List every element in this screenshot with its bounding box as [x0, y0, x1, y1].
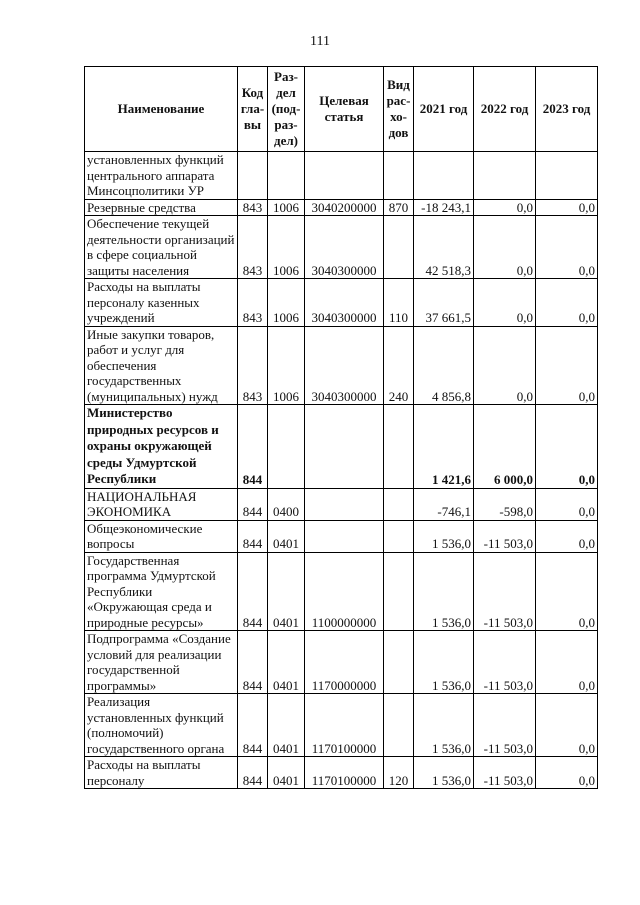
table-row	[85, 405, 598, 489]
cell-name: Государственная программа Удмуртской Республики «Окружающая среда и природные ресурсы»	[85, 552, 238, 631]
cell-section: 0400	[268, 488, 305, 520]
cell-2021: 1 536,0	[414, 631, 474, 694]
cell-name: Министерство природных ресурсов и охраны окружающей среды Удмуртской Республики	[85, 405, 238, 489]
table-row	[85, 552, 598, 631]
cell-2022: 0,0	[474, 279, 536, 327]
cell-expense-type	[384, 216, 414, 279]
cell-2021	[414, 152, 474, 200]
page-number: 111	[310, 34, 330, 49]
cell-name: установленных функций центрального аппарата Минсоцполитики УР	[85, 152, 238, 200]
cell-2021: 42 518,3	[414, 216, 474, 279]
cell-name: Общеэкономические вопросы	[85, 520, 238, 552]
table-row	[85, 694, 598, 757]
cell-2022: -11 503,0	[474, 631, 536, 694]
cell-2023	[536, 152, 598, 200]
cell-target-article: 1170000000	[305, 631, 384, 694]
cell-chapter-code: 843	[238, 199, 268, 216]
cell-expense-type	[384, 631, 414, 694]
cell-expense-type	[384, 488, 414, 520]
cell-name: Реализация установленных функций (полномочий) государственного органа	[85, 694, 238, 757]
table-row	[85, 216, 598, 279]
cell-chapter-code: 843	[238, 279, 268, 327]
cell-2021: 1 536,0	[414, 694, 474, 757]
cell-section	[268, 152, 305, 200]
cell-chapter-code: 844	[238, 694, 268, 757]
cell-target-article: 3040300000	[305, 326, 384, 405]
cell-2023: 0,0	[536, 631, 598, 694]
cell-section: 1006	[268, 216, 305, 279]
table-row	[85, 152, 598, 200]
col-header-code: Код гла- вы	[238, 67, 268, 152]
cell-2022: -11 503,0	[474, 694, 536, 757]
cell-target-article	[305, 520, 384, 552]
cell-section: 1006	[268, 279, 305, 327]
cell-expense-type	[384, 694, 414, 757]
cell-chapter-code	[238, 152, 268, 200]
cell-2022: -11 503,0	[474, 520, 536, 552]
cell-target-article	[305, 488, 384, 520]
cell-section: 1006	[268, 326, 305, 405]
cell-name: НАЦИОНАЛЬНАЯ ЭКОНОМИКА	[85, 488, 238, 520]
cell-2021: -18 243,1	[414, 199, 474, 216]
col-header-2022: 2022 год	[474, 67, 536, 152]
cell-name: Иные закупки товаров, работ и услуг для обеспечения государственных (муниципальных) нужд	[85, 326, 238, 405]
cell-expense-type	[384, 152, 414, 200]
cell-chapter-code: 844	[238, 405, 268, 489]
cell-2023: 0,0	[536, 216, 598, 279]
cell-expense-type	[384, 405, 414, 489]
col-header-2021: 2021 год	[414, 67, 474, 152]
cell-section: 1006	[268, 199, 305, 216]
cell-name: Обеспечение текущей деятельности организаций в сфере социальной защиты населения	[85, 216, 238, 279]
cell-2021: 37 661,5	[414, 279, 474, 327]
cell-2023: 0,0	[536, 326, 598, 405]
table-row	[85, 520, 598, 552]
cell-2022: -11 503,0	[474, 757, 536, 789]
cell-chapter-code: 844	[238, 757, 268, 789]
cell-section: 0401	[268, 552, 305, 631]
table-row	[85, 199, 598, 216]
cell-2023: 0,0	[536, 405, 598, 489]
cell-target-article: 1170100000	[305, 694, 384, 757]
budget-table	[84, 66, 598, 789]
cell-2021: 1 536,0	[414, 520, 474, 552]
cell-chapter-code: 843	[238, 216, 268, 279]
cell-2023: 0,0	[536, 199, 598, 216]
table-row	[85, 488, 598, 520]
cell-section: 0401	[268, 757, 305, 789]
cell-expense-type	[384, 520, 414, 552]
table-row	[85, 279, 598, 327]
cell-2022: 0,0	[474, 216, 536, 279]
table-row	[85, 631, 598, 694]
cell-section	[268, 405, 305, 489]
table-body	[85, 152, 598, 789]
cell-chapter-code: 844	[238, 488, 268, 520]
col-header-expense: Вид рас- хо- дов	[384, 67, 414, 152]
cell-expense-type	[384, 552, 414, 631]
cell-expense-type: 120	[384, 757, 414, 789]
cell-name: Резервные средства	[85, 199, 238, 216]
cell-target-article: 3040300000	[305, 279, 384, 327]
cell-chapter-code: 843	[238, 326, 268, 405]
cell-section: 0401	[268, 520, 305, 552]
cell-chapter-code: 844	[238, 631, 268, 694]
cell-2022: -11 503,0	[474, 552, 536, 631]
cell-2022: 0,0	[474, 199, 536, 216]
cell-section: 0401	[268, 694, 305, 757]
cell-expense-type: 110	[384, 279, 414, 327]
cell-2023: 0,0	[536, 757, 598, 789]
cell-name: Расходы на выплаты персоналу казенных учреждений	[85, 279, 238, 327]
cell-2023: 0,0	[536, 488, 598, 520]
cell-target-article	[305, 152, 384, 200]
cell-2022	[474, 152, 536, 200]
cell-2021: 1 421,6	[414, 405, 474, 489]
cell-section: 0401	[268, 631, 305, 694]
cell-target-article: 3040300000	[305, 216, 384, 279]
cell-2021: 4 856,8	[414, 326, 474, 405]
cell-2023: 0,0	[536, 520, 598, 552]
cell-chapter-code: 844	[238, 552, 268, 631]
cell-2021: -746,1	[414, 488, 474, 520]
cell-target-article: 3040200000	[305, 199, 384, 216]
cell-name: Подпрограмма «Создание условий для реализации государственной программы»	[85, 631, 238, 694]
cell-2021: 1 536,0	[414, 757, 474, 789]
cell-expense-type: 870	[384, 199, 414, 216]
cell-2023: 0,0	[536, 279, 598, 327]
col-header-name: Наименование	[85, 67, 238, 152]
cell-expense-type: 240	[384, 326, 414, 405]
cell-2023: 0,0	[536, 694, 598, 757]
cell-2023: 0,0	[536, 552, 598, 631]
cell-target-article: 1100000000	[305, 552, 384, 631]
cell-target-article	[305, 405, 384, 489]
cell-2022: 6 000,0	[474, 405, 536, 489]
table-row	[85, 326, 598, 405]
col-header-section: Раз- дел (под- раз- дел)	[268, 67, 305, 152]
col-header-2023: 2023 год	[536, 67, 598, 152]
col-header-target: Целевая статья	[305, 67, 384, 152]
table-header-row	[85, 67, 598, 152]
cell-2022: -598,0	[474, 488, 536, 520]
cell-chapter-code: 844	[238, 520, 268, 552]
table-row	[85, 757, 598, 789]
cell-2022: 0,0	[474, 326, 536, 405]
cell-target-article: 1170100000	[305, 757, 384, 789]
cell-2021: 1 536,0	[414, 552, 474, 631]
cell-name: Расходы на выплаты персоналу	[85, 757, 238, 789]
